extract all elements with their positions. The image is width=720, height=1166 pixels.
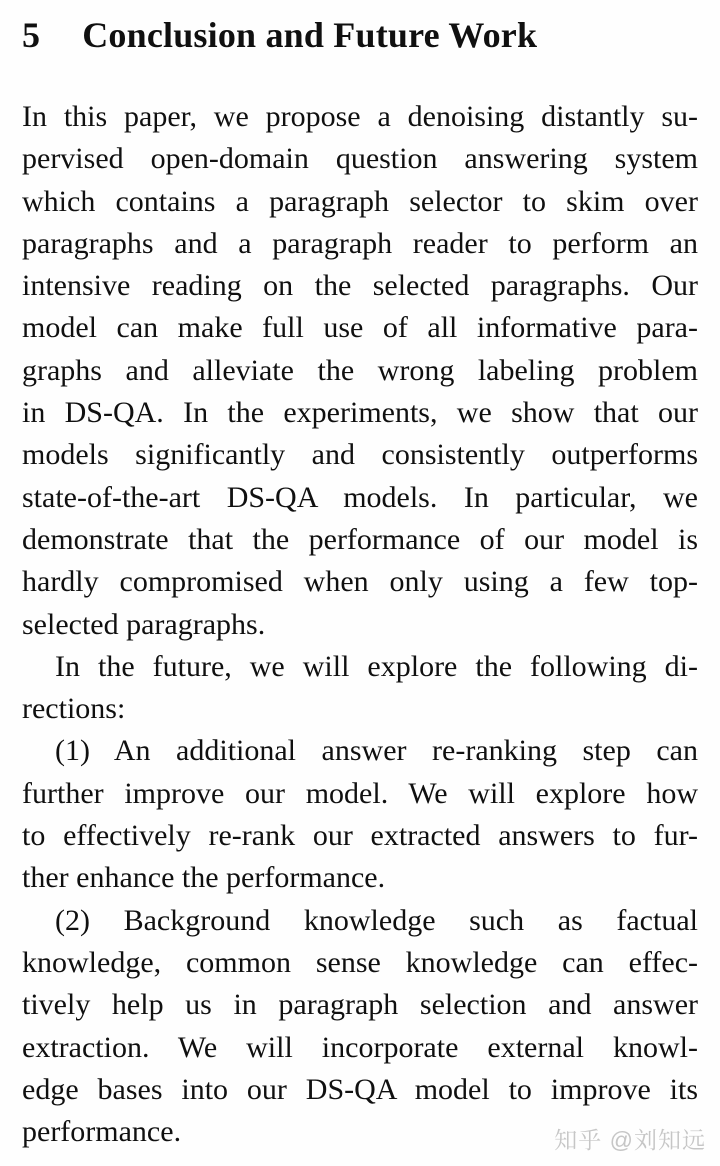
text-line: ther enhance the performance. (22, 861, 386, 895)
text-line: hardly compromised when only using a few top- (22, 565, 698, 599)
text-line: In this paper, we propose a denoising distantly su- (22, 100, 698, 133)
text-line: demonstrate that the performance of our model is (22, 522, 698, 556)
text-line: In the future, we will explore the following di- (55, 649, 698, 683)
text-line: model can make full use of all informative para- (22, 311, 698, 345)
text-line: (1) An additional answer re-ranking step can (55, 734, 698, 768)
section-heading (22, 10, 698, 60)
text-line: graphs and alleviate the wrong labeling problem (22, 353, 698, 387)
text-line: pervised open-domain question answering system (22, 142, 698, 176)
text-line: selected paragraphs. (22, 607, 266, 641)
text-line: extraction. We will incorporate external knowl- (22, 1030, 698, 1064)
watermark: 知乎 @刘知远 (554, 1127, 706, 1153)
paragraph (22, 730, 698, 899)
paragraph (22, 646, 698, 731)
text-line: to effectively re-rank our extracted answers to fur- (22, 819, 698, 853)
text-line: rections: (22, 692, 126, 726)
text-line: performance. (22, 1115, 182, 1149)
text-line: further improve our model. We will explore how (22, 776, 698, 810)
text-line: state-of-the-art DS-QA models. In particular, we (22, 480, 698, 514)
paragraph (22, 900, 698, 1154)
text-line: edge bases into our DS-QA model to improve its (22, 1072, 698, 1106)
section-body (22, 96, 698, 1153)
text-line: models significantly and consistently outperforms (22, 438, 698, 472)
text-line: which contains a paragraph selector to skim over (22, 184, 698, 218)
section-number: 5 (22, 15, 41, 55)
text-line: (2) Background knowledge such as factual (55, 903, 698, 937)
text-line: in DS-QA. In the experiments, we show that our (22, 396, 698, 430)
text-line: paragraphs and a paragraph reader to perform an (22, 226, 698, 260)
text-line: knowledge, common sense knowledge can effec- (22, 945, 698, 979)
text-line: tively help us in paragraph selection and answer (22, 988, 698, 1022)
section-title: Conclusion and Future Work (82, 15, 538, 55)
text-line: intensive reading on the selected paragraphs. Our (22, 269, 698, 303)
paragraph (22, 96, 698, 646)
